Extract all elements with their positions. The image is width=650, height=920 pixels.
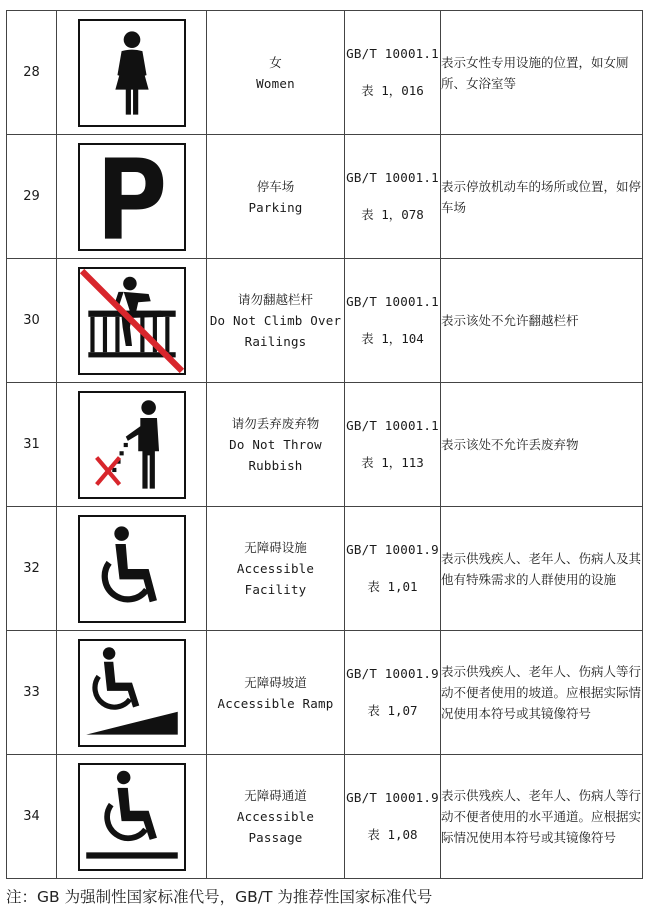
sign-name-cn: 无障碍通道 bbox=[244, 788, 307, 803]
row-number: 33 bbox=[7, 631, 57, 755]
sign-name-cn: 女 bbox=[269, 54, 282, 70]
sign-name bbox=[207, 259, 345, 383]
table-row bbox=[7, 259, 643, 383]
sign-name-cn: 停车场 bbox=[256, 178, 295, 194]
no-climbing-railings-icon bbox=[78, 267, 186, 375]
sign-name bbox=[207, 11, 345, 135]
sign-name-en: Do Not Climb Over Railings bbox=[209, 313, 342, 349]
sign-name-cn: 请勿翻越栏杆 bbox=[237, 292, 313, 307]
sign-name-en: Women bbox=[256, 75, 295, 91]
standard-code: GB/T 10001.9 bbox=[346, 666, 439, 681]
sign-name-en: Accessible Facility bbox=[236, 561, 315, 597]
symbol-cell bbox=[57, 259, 207, 383]
symbol-cell bbox=[57, 755, 207, 879]
signs-table bbox=[6, 10, 643, 879]
sign-description: 表示停放机动车的场所或位置，如停车场 bbox=[441, 135, 643, 259]
standard-ref: 表 1,07 bbox=[367, 703, 418, 718]
standard-cell bbox=[345, 383, 441, 507]
standard-cell bbox=[345, 259, 441, 383]
standard-ref: 表 1,01 bbox=[367, 579, 418, 594]
row-number: 28 bbox=[7, 11, 57, 135]
sign-name-en: Accessible Ramp bbox=[217, 695, 334, 711]
standard-ref: 表 1,08 bbox=[367, 827, 418, 842]
symbol-cell bbox=[57, 631, 207, 755]
symbol-cell bbox=[57, 507, 207, 631]
sign-name-en: Do Not Throw Rubbish bbox=[229, 437, 322, 473]
standard-cell bbox=[345, 631, 441, 755]
sign-description: 表示女性专用设施的位置，如女厕所、女浴室等 bbox=[441, 11, 643, 135]
wheelchair-passage-icon bbox=[78, 763, 186, 871]
table-row bbox=[7, 11, 643, 135]
sign-name-cn: 无障碍坡道 bbox=[244, 674, 307, 690]
woman-icon bbox=[78, 19, 186, 127]
wheelchair-icon bbox=[78, 515, 186, 623]
sign-description: 表示供残疾人、老年人、伤病人等行动不便者使用的坡道。应根据实际情况使用本符号或其镜像符号 bbox=[441, 631, 643, 755]
standard-cell bbox=[345, 507, 441, 631]
row-number: 34 bbox=[7, 755, 57, 879]
symbol-cell bbox=[57, 11, 207, 135]
sign-name bbox=[207, 507, 345, 631]
standard-cell bbox=[345, 135, 441, 259]
sign-description: 表示该处不允许丢废弃物 bbox=[441, 383, 643, 507]
sign-name-cn: 请勿丢弃废弃物 bbox=[231, 416, 320, 431]
sign-name bbox=[207, 135, 345, 259]
footnote: 注：GB 为强制性国家标准代号，GB/T 为推荐性国家标准代号 bbox=[6, 888, 433, 906]
row-number: 29 bbox=[7, 135, 57, 259]
signs-table-container bbox=[6, 10, 642, 879]
sign-name-cn: 无障碍设施 bbox=[244, 540, 307, 555]
wheelchair-ramp-icon bbox=[78, 639, 186, 747]
row-number: 30 bbox=[7, 259, 57, 383]
standard-code: GB/T 10001.1 bbox=[346, 418, 439, 433]
sign-description: 表示供残疾人、老年人、伤病人等行动不便者使用的水平通道。应根据实际情况使用本符号或其镜像符号 bbox=[441, 755, 643, 879]
standard-ref: 表 1，104 bbox=[361, 331, 424, 346]
standard-code: GB/T 10001.9 bbox=[346, 790, 439, 805]
table-row bbox=[7, 135, 643, 259]
standard-ref: 表 1，113 bbox=[361, 455, 424, 470]
sign-description: 表示供残疾人、老年人、伤病人及其他有特殊需求的人群使用的设施 bbox=[441, 507, 643, 631]
sign-name-en: Parking bbox=[248, 199, 303, 215]
symbol-cell bbox=[57, 383, 207, 507]
standard-code: GB/T 10001.1 bbox=[346, 294, 439, 309]
sign-name bbox=[207, 631, 345, 755]
sign-description: 表示该处不允许翻越栏杆 bbox=[441, 259, 643, 383]
table-row bbox=[7, 383, 643, 507]
standard-code: GB/T 10001.9 bbox=[346, 542, 439, 557]
table-row bbox=[7, 755, 643, 879]
standard-code: GB/T 10001.1 bbox=[346, 46, 439, 61]
row-number: 32 bbox=[7, 507, 57, 631]
standard-ref: 表 1，016 bbox=[361, 83, 424, 98]
standard-ref: 表 1，078 bbox=[361, 207, 424, 222]
standard-code: GB/T 10001.1 bbox=[346, 170, 439, 185]
sign-name bbox=[207, 755, 345, 879]
table-row bbox=[7, 507, 643, 631]
symbol-cell bbox=[57, 135, 207, 259]
parking-icon bbox=[78, 143, 186, 251]
sign-name-en: Accessible Passage bbox=[236, 809, 315, 845]
sign-name bbox=[207, 383, 345, 507]
row-number: 31 bbox=[7, 383, 57, 507]
table-row bbox=[7, 631, 643, 755]
standard-cell bbox=[345, 11, 441, 135]
standard-cell bbox=[345, 755, 441, 879]
no-littering-icon bbox=[78, 391, 186, 499]
